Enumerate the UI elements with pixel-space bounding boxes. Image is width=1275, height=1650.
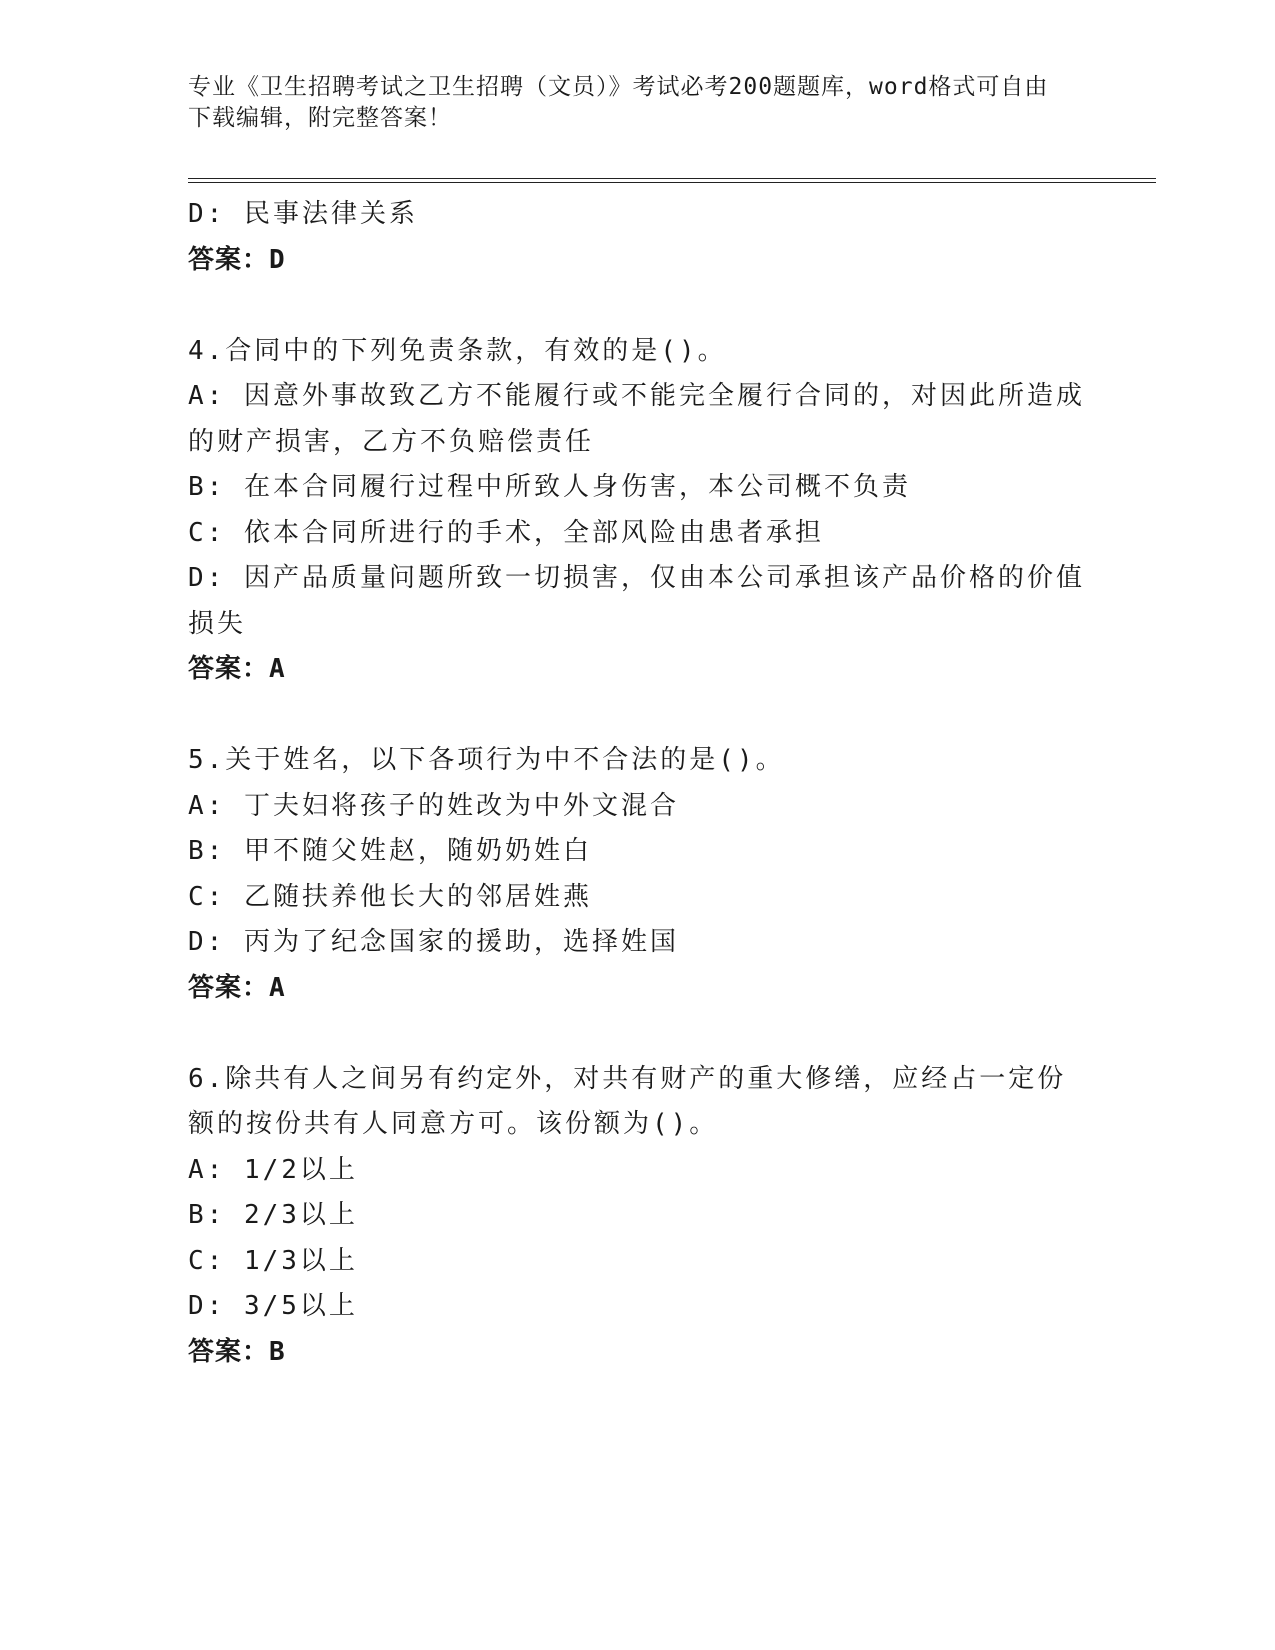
option-a: A: 因意外事故致乙方不能履行或不能完全履行合同的，对因此所造成 xyxy=(188,381,1085,411)
answer: 答案：D xyxy=(188,244,286,275)
option-d: D: 丙为了纪念国家的援助，选择姓国 xyxy=(188,927,679,957)
question-stem-continued: 额的按份共有人同意方可。该份额为()。 xyxy=(188,1109,719,1139)
option-d: D: 因产品质量问题所致一切损害，仅由本公司承担该产品价格的价值 xyxy=(188,563,1085,593)
question-stem: 5.关于姓名，以下各项行为中不合法的是()。 xyxy=(188,745,785,775)
option-c: C: 依本合同所进行的手术，全部风险由患者承担 xyxy=(188,517,824,548)
header-text: 专业《卫生招聘考试之卫生招聘（文员）》考试必考200题题库，word格式可自由下载编辑，附完整答案！ xyxy=(188,74,1049,131)
spacer xyxy=(188,693,1088,739)
question-stem: 6.除共有人之间另有约定外，对共有财产的重大修缮，应经占一定份 xyxy=(188,1063,1067,1094)
question-6 xyxy=(188,1057,1088,1376)
option-d-continued: 损失 xyxy=(188,608,247,639)
answer: 答案：B xyxy=(188,1336,286,1367)
answer: 答案：A xyxy=(188,654,286,684)
header-rule-bottom xyxy=(188,182,1156,183)
option-a-continued: 的财产损害，乙方不负赔偿责任 xyxy=(188,426,595,457)
document-header xyxy=(188,72,1068,134)
spacer xyxy=(188,1011,1088,1057)
option-c: C: 1/3以上 xyxy=(188,1245,358,1276)
question-5 xyxy=(188,738,1088,1011)
option-a: A: 1/2以上 xyxy=(188,1154,358,1185)
option-d: D: 民事法律关系 xyxy=(188,199,418,229)
answer: 答案：A xyxy=(188,972,286,1003)
question-list xyxy=(188,192,1088,1375)
option-a: A: 丁夫妇将孩子的姓改为中外文混合 xyxy=(188,790,679,821)
header-rule-top xyxy=(188,178,1156,179)
option-b: B: 在本合同履行过程中所致人身伤害，本公司概不负责 xyxy=(188,472,911,502)
option-b: B: 2/3以上 xyxy=(188,1200,358,1230)
option-c: C: 乙随扶养他长大的邻居姓燕 xyxy=(188,881,592,912)
question-stem: 4.合同中的下列免责条款，有效的是()。 xyxy=(188,335,727,366)
option-d: D: 3/5以上 xyxy=(188,1291,358,1321)
option-b: B: 甲不随父姓赵，随奶奶姓白 xyxy=(188,836,592,866)
spacer xyxy=(188,283,1088,329)
question-4 xyxy=(188,329,1088,693)
